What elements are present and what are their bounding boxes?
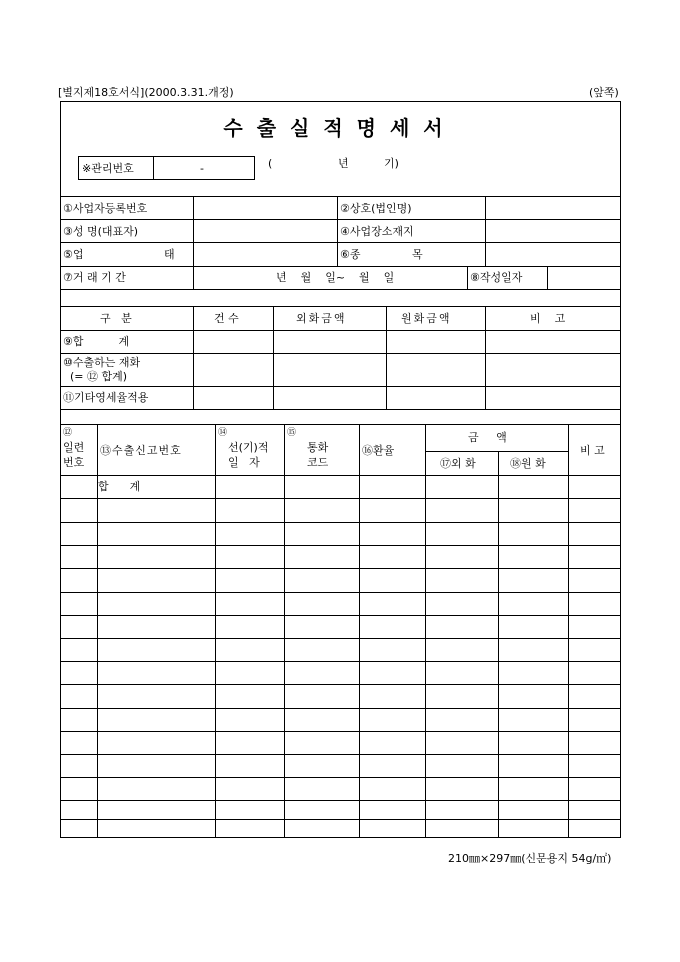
management-number-field[interactable]: - bbox=[200, 162, 204, 175]
shipping-date-header-2: 일 자 bbox=[228, 456, 260, 469]
table-row bbox=[60, 568, 621, 569]
foreign-amount-header: ⑰외 화 bbox=[440, 457, 476, 470]
representative-label: ③성 명(대표자) bbox=[63, 225, 139, 238]
summary-row-exports-note: (= ⑫ 합계) bbox=[70, 370, 128, 383]
trade-period-label: ⑦거 래 기 간 bbox=[63, 271, 126, 284]
summary-header-remarks: 비 고 bbox=[530, 312, 566, 325]
summary-row-total: ⑨합 계 bbox=[63, 335, 130, 348]
item-label: ⑥종 bbox=[340, 248, 361, 261]
address-label: ④사업장소재지 bbox=[340, 225, 414, 238]
table-row bbox=[60, 800, 621, 801]
table-row bbox=[60, 731, 621, 732]
table-row bbox=[60, 819, 621, 820]
management-number-label: ※관리번호 bbox=[82, 162, 134, 175]
table-row bbox=[60, 754, 621, 755]
detail-remarks-header: 비 고 bbox=[580, 444, 605, 457]
created-date-label: ⑧작성일자 bbox=[470, 271, 523, 284]
table-row bbox=[60, 522, 621, 523]
period-label: 기) bbox=[384, 157, 399, 170]
summary-header-count: 건 수 bbox=[214, 312, 239, 325]
table-row bbox=[60, 684, 621, 685]
year-open-paren: ( bbox=[268, 157, 273, 170]
table-row bbox=[60, 592, 621, 593]
table-row bbox=[60, 638, 621, 639]
detail-total-label: 합 계 bbox=[98, 480, 141, 493]
table-row bbox=[60, 545, 621, 546]
year-label: 년 bbox=[338, 157, 349, 170]
export-declaration-no-header: ⑬수출신고번호 bbox=[100, 444, 182, 457]
summary-row-other: ⑪기타영세율적용 bbox=[63, 391, 149, 404]
form-id-label: [별지제18호서식](2000.3.31.개정) bbox=[58, 86, 234, 99]
shipping-date-marker: ⑭ bbox=[218, 428, 228, 438]
company-name-label: ②상호(법인명) bbox=[340, 202, 412, 215]
serial-number-marker: ⑫ bbox=[63, 428, 73, 438]
summary-row-exports: ⑩수출하는 재화 bbox=[63, 356, 141, 369]
page-title: 수출실적명세서 bbox=[223, 116, 457, 140]
paper-spec: 210㎜×297㎜(신문용지 54g/㎡) bbox=[448, 852, 612, 865]
currency-code-header: 통화 bbox=[307, 441, 329, 454]
currency-code-marker: ⑮ bbox=[287, 428, 297, 438]
table-row bbox=[60, 615, 621, 616]
table-row bbox=[60, 777, 621, 778]
item-label-2: 목 bbox=[412, 248, 423, 261]
page-side-label: (앞쪽) bbox=[589, 86, 619, 99]
summary-header-won: 원화금액 bbox=[401, 312, 452, 325]
serial-number-label: 일련 bbox=[63, 441, 85, 454]
table-row bbox=[60, 498, 621, 499]
business-reg-no-label: ①사업자등록번호 bbox=[63, 202, 148, 215]
trade-period-value: 년 월 일~ 월 일 bbox=[276, 271, 395, 284]
business-type-label: ⑤업 bbox=[63, 248, 84, 261]
exchange-rate-header: ⑯환율 bbox=[362, 444, 395, 457]
currency-code-header-2: 코드 bbox=[307, 456, 329, 469]
summary-header-foreign: 외화금액 bbox=[296, 312, 347, 325]
table-row bbox=[60, 708, 621, 709]
won-amount-header: ⑱원 화 bbox=[510, 457, 546, 470]
amount-header: 금 액 bbox=[468, 431, 507, 444]
summary-header-category: 구 분 bbox=[100, 312, 132, 325]
serial-number-label-2: 번호 bbox=[63, 456, 85, 469]
business-type-label-2: 태 bbox=[164, 248, 175, 261]
table-row bbox=[60, 661, 621, 662]
shipping-date-header: 선(기)적 bbox=[228, 441, 269, 454]
